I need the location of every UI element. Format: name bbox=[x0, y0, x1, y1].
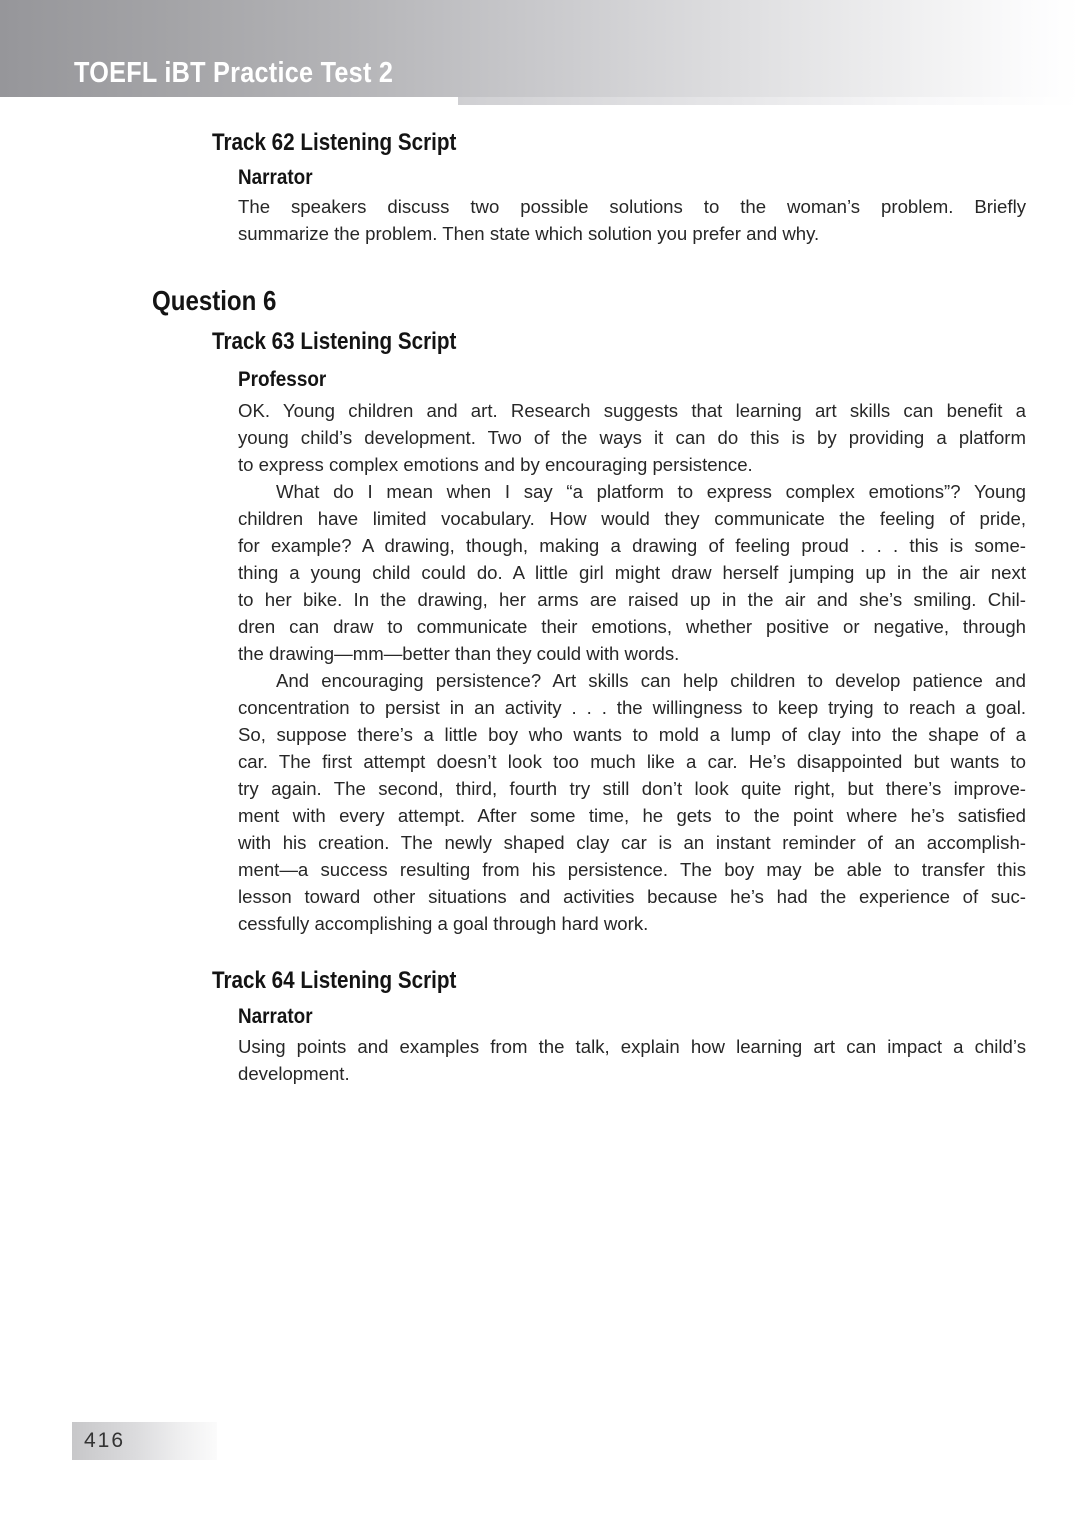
text-line: to express complex emotions and by encouraging persistence. bbox=[238, 454, 753, 475]
text-line: OK. Young children and art. Research suggests that learning art skills can benefit a bbox=[238, 400, 1026, 421]
text-line: thing a young child could do. A little girl might draw herself jumping up in the air next bbox=[238, 562, 1026, 583]
track63-speaker-label: Professor bbox=[238, 368, 327, 391]
text-line: What do I mean when I say “a platform to express complex emotions”? Young bbox=[276, 481, 1026, 502]
professor-paragraph-3 bbox=[238, 667, 1026, 937]
track64-paragraph bbox=[238, 1033, 1026, 1087]
header-band-step bbox=[458, 97, 1080, 105]
track63-heading: Track 63 Listening Script bbox=[212, 328, 457, 355]
text-line: So, suppose there’s a little boy who wants to mold a lump of clay into the shape of a bbox=[238, 724, 1026, 745]
text-line: ment—a success resulting from his persistence. The boy may be able to transfer this bbox=[238, 859, 1026, 880]
text-line: Using points and examples from the talk, explain how learning art can impact a child’s bbox=[238, 1036, 1026, 1057]
track62-speaker-label: Narrator bbox=[238, 166, 313, 189]
text-line: summarize the problem. Then state which solution you prefer and why. bbox=[238, 223, 820, 244]
text-line: children have limited vocabulary. How would they communicate the feeling of pride, bbox=[238, 508, 1026, 529]
professor-paragraph-1 bbox=[238, 397, 1026, 478]
text-line: the drawing—mm—better than they could with words. bbox=[238, 643, 680, 664]
text-line: for example? A drawing, though, making a drawing of feeling proud . . . this is some- bbox=[238, 535, 1026, 556]
text-line: cessfully accomplishing a goal through hard work. bbox=[238, 913, 649, 934]
track62-heading: Track 62 Listening Script bbox=[212, 129, 457, 156]
text-line: The speakers discuss two possible solutions to the woman’s problem. Briefly bbox=[238, 196, 1026, 217]
text-line: to her bike. In the drawing, her arms are raised up in the air and she’s smiling. Chil- bbox=[238, 589, 1026, 610]
text-line: development. bbox=[238, 1063, 350, 1084]
track64-speaker-label: Narrator bbox=[238, 1005, 313, 1028]
track62-paragraph bbox=[238, 193, 1026, 247]
text-line: young child’s development. Two of the ways it can do this is by providing a platform bbox=[238, 427, 1026, 448]
question6-heading: Question 6 bbox=[152, 285, 277, 316]
running-head-title: TOEFL iBT Practice Test 2 bbox=[74, 57, 394, 89]
professor-paragraph-2 bbox=[238, 478, 1026, 667]
text-line: dren can draw to communicate their emotions, whether positive or negative, through bbox=[238, 616, 1026, 637]
text-line: with his creation. The newly shaped clay car is an instant reminder of an accomplish- bbox=[238, 832, 1026, 853]
text-line: ment with every attempt. After some time, he gets to the point where he’s satisfied bbox=[238, 805, 1026, 826]
text-line: car. The first attempt doesn’t look too much like a car. He’s disappointed but wants to bbox=[238, 751, 1026, 772]
text-line: try again. The second, third, fourth try still don’t look quite right, but there’s improve- bbox=[238, 778, 1026, 799]
page-number-bar bbox=[72, 1422, 217, 1460]
text-line: concentration to persist in an activity . . . the willingness to keep trying to reach a goal. bbox=[238, 697, 1026, 718]
page-number: 416 bbox=[84, 1429, 126, 1452]
text-line: And encouraging persistence? Art skills can help children to develop patience and bbox=[276, 670, 1026, 691]
professor-script bbox=[238, 397, 1026, 937]
text-line: lesson toward other situations and activities because he’s had the experience of suc- bbox=[238, 886, 1026, 907]
track64-heading: Track 64 Listening Script bbox=[212, 967, 457, 994]
